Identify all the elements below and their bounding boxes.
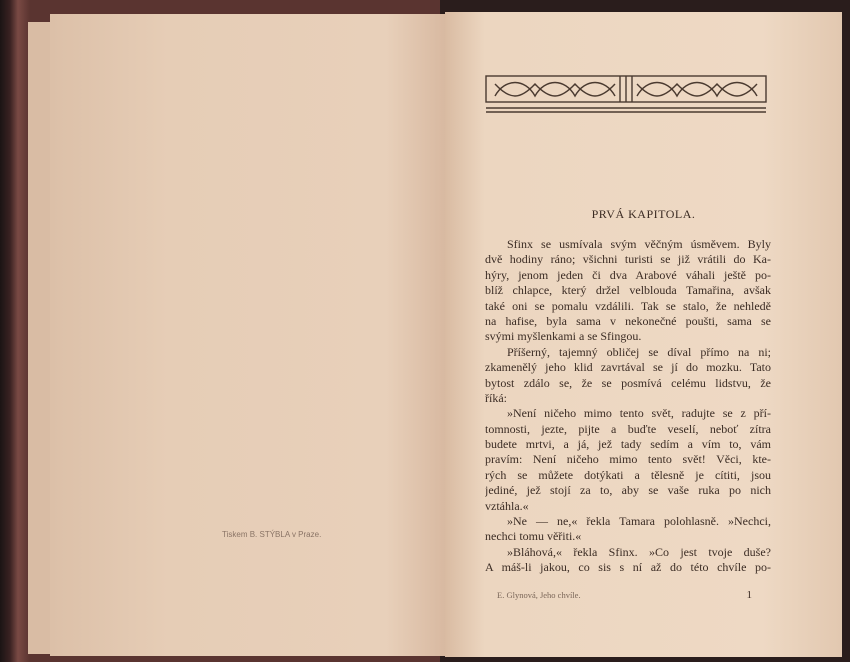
text-line: »Ne — ne,« řekla Tamara polohlasně. »Nechci, (507, 514, 771, 529)
text-line: rých se můžete dotýkati a tělesně je cítiti, jsou (485, 467, 771, 482)
text-line: nechci tomu věřiti.« (485, 529, 582, 544)
text-line: také oni se pomalu vzdálili. Tak se stalo, že nehledě (485, 298, 771, 313)
text-line: Sfinx se usmívala svým věčným úsměvem. Byly (507, 237, 771, 251)
text-line: pravím: Není ničeho mimo tento svět! Věci, kte- (485, 452, 771, 467)
text-line: »Bláhová,« řekla Sfinx. »Co jest tvoje duše? (507, 544, 771, 559)
text-line: tomnosti, jezte, pijte a buďte veselí, neboť zítra (485, 421, 771, 436)
body-text (485, 237, 771, 576)
chapter-title: PRVÁ KAPITOLA. (591, 207, 696, 221)
text-line: říká: (485, 390, 507, 405)
text-line: na hafise, byla sama v nekonečné poušti, sama se (485, 313, 771, 328)
text-line: Příšerný, tajemný obličej se díval přímo na ni; (507, 344, 771, 359)
text-line: A máš-li jakou, co sis s ní až do této chvíle po- (485, 560, 771, 575)
text-line: bytost zdálo se, že se posmívá celému lidstvu, že (485, 375, 771, 390)
page-number: 1 (746, 589, 752, 601)
footer-signature: E. Glynová, Jeho chvíle. (497, 590, 581, 600)
text-line: »Není ničeho mimo tento svět, radujte se z pří- (507, 406, 771, 421)
ornament-header-icon (485, 74, 767, 114)
text-line: dvě hodiny ráno; všichni turisti se již vrátili do Ka- (485, 252, 771, 267)
text-line: zkamenělý jeho klid zavrtával se jí do mozku. Tato (485, 360, 771, 375)
text-line: svými myšlenkami a se Sfingou. (485, 329, 642, 344)
text-line: vztáhla.« (485, 498, 529, 513)
printer-imprint: Tiskem B. STÝBLA v Praze. (222, 530, 322, 539)
text-line: budete mrtvi, a já, jež tady sedím a vím to, vám (485, 437, 771, 452)
text-line: blíž chlapce, který držel velblouda Tamařina, avšak (485, 283, 771, 298)
page-footer (497, 588, 752, 602)
text-line: jediné, jež stojí za to, aby se vaše ruka po nich (485, 483, 771, 498)
left-page (50, 14, 445, 656)
text-line: hýry, jenom jeden či dva Arabové váhali ještě po- (485, 267, 771, 282)
